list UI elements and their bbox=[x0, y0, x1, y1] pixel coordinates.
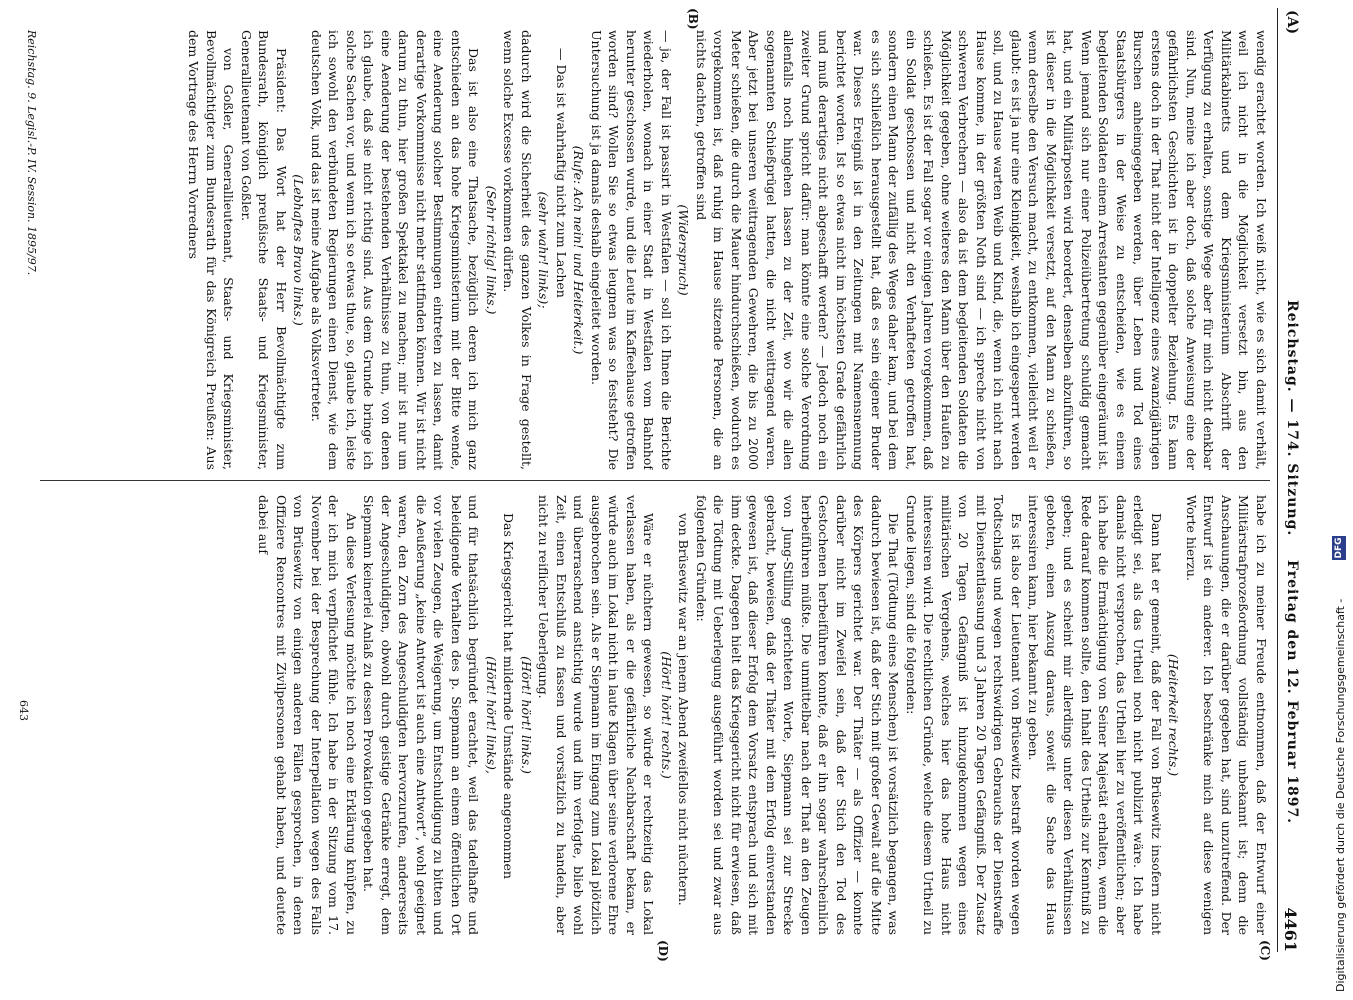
footer-session: Reichstag. 9. Legisl.-P. IV. Session. 1895/97. bbox=[25, 30, 38, 276]
interjection: (Widerspruch) bbox=[676, 204, 692, 296]
digitization-credit bbox=[1330, 0, 1352, 1000]
paragraph: und für thatsächlich begründet erachtet, weil das tadelhafte und beleidigende Verhalten des p. Siepmann an einem öffentlichen Ort vor vielen Zeugen, die Weigerung, um Entschuldigung zu bitten und die Aeußerung „keine Antwort ist auch eine Antwort“, wohl geeignet waren, den Zorn des Angeschuldigten hervorzurufen, andererseits der Angeschuldigten, obwohl durch geistige Getränke erregt, dem Siepmann keinerlei Anlaß zu dessen Provokation gegeben hat. bbox=[361, 495, 482, 935]
paragraph: Es ist also der Lieutenant von Brüsewitz bestraft worden wegen Todtschlags und wegen rechtswidrigen Gebrauchs der Dienstwaffe mit Dienstentlassung und 3 Jahren 20 Tagen Gefängniß. Der Zusatz von 20 Tagen Gefängniß ist hinzugekommen wegen eines militärischen Vergehens, welches hier das hohe Haus nicht interessiren wird. Die rechtlichen Gründe, welche diesem Urtheil zu Grunde liegen, sind die folgenden: bbox=[904, 495, 1024, 935]
margin-mark-b: (B) bbox=[686, 8, 700, 30]
paragraph: Das Kriegsgericht hat mildernde Umstände angenommen bbox=[501, 513, 517, 879]
interjection: (Rufe: Ach nein! und Heiterkeit.) bbox=[571, 145, 587, 355]
paragraph: Wäre er nüchtern gewesen, so würde er rechtzeitig das Lokal verlassen haben, als er die gefährliche Nachbarschaft bekam, er würde auch im Lokal nicht in laute Klagen über seine verlorene Ehre ausgebrochen sein. Als er Siepmann im Eingang zum Lokal plötzlich und überraschend anstichtig wurde und ihn verfolgte, blieb wohl Zeit, einen Entschluß zu fassen und vorsätzlich zu handeln, aber nicht zu reiflicher Ueberlegung. bbox=[536, 495, 657, 935]
margin-mark-d: (D) bbox=[656, 940, 670, 962]
interjection: (Hört! hört! links), bbox=[484, 656, 499, 774]
column-divider bbox=[40, 480, 1270, 481]
speaker-paragraph: von Goßler, Generallieutenant, Staats- und Kriegsminister, Bevollmächtigter zum Bundesrath für das Königreich Preußen: Aus dem Vortrage des Herrn Vorredners bbox=[186, 30, 237, 470]
interjection: (Hört! hört! links.) bbox=[519, 656, 534, 774]
paragraph: — Das ist wahrhaftig nicht zum Lachen bbox=[554, 48, 569, 298]
paragraph: Dann hat er gemeint, daß der Fall von Brüsewitz insofern nicht erledigt sei, als das Urtheil noch nicht publizirt wäre. Ich habe damals nicht versprochen, das Urtheil hier zu veröffentlichen; aber ich habe die Ermächtigung von Seiner Majestät erhalten, wenn die Rede darauf kommen sollte, den Inhalt des Urtheils zur Kenntniß zu geben; und es scheint mir allerdings unter diesen Verhältnissen geboten, einen Auszug daraus, soweit die Sache das Haus interessiren kann, hier bekannt zu geben. bbox=[1026, 495, 1164, 935]
header-margin-mark: (A) bbox=[1284, 10, 1300, 35]
interjection: (Sehr richtig! links.) bbox=[484, 185, 499, 315]
interjection: (Lebhaftes Bravo links.) bbox=[291, 174, 307, 326]
header-date: Freitag den 12. Februar 1897. bbox=[1284, 560, 1300, 825]
header-rule bbox=[1277, 8, 1278, 952]
left-column bbox=[40, 30, 1270, 470]
margin-mark-c: (C) bbox=[1258, 940, 1272, 961]
page-header bbox=[1278, 0, 1300, 960]
credit-text: Digitalisierung gefördert durch die Deutsche Forschungsgemeinschaft - bbox=[1334, 598, 1347, 992]
header-title: Reichstag. — 174. Sitzung. bbox=[1284, 300, 1300, 537]
right-column bbox=[40, 495, 1270, 935]
paragraph: Die That (Tödtung eines Menschen) ist vorsätzlich begangen, was dadurch bewiesen ist, daß der Stich mit großer Gewalt auf die Mitte des Körpers gerichtet war. Der Thäter — als Offizier — konnte darüber nicht im Zweifel sein, daß der Stich den Tod des Gestochenen herbeiführen konnte, daß er ihn sogar wahrscheinlich herbeiführen müßte. Die unmittelbar nach der That an den Zeugen von Jung-Stilling gerichteten Worte, Siepmann sei zur Strecke gebracht, beweisen, daß der Thäter mit dem Erfolg einverstanden gewesen ist, daß dieser Erfolg dem Vorsatz entsprach und sich mit ihm deckte. Dagegen hielt das Kriegsgericht nicht für erwiesen, daß die Tödtung mit Ueberlegung ausgeführt worden sei und zwar aus folgenden Gründen: bbox=[694, 495, 902, 935]
paragraph: An diese Verlesung möchte ich noch eine Erklärung knüpfen, zu der ich mich verpflichtet fühle. Ich habe in der Sitzung vom 17. November bei der Besprechung der Interpellation wegen des Falls von Brüsewitz von einigen anderen Fällen gesprochen, in denen Offiziere Rencontres mit Zivilpersonen gehabt haben, und deutete dabei auf bbox=[256, 495, 359, 935]
interjection: (Hört! hört! rechts.) bbox=[659, 651, 674, 779]
paragraph: — ja, der Fall ist passirt in Westfalen — soll ich Ihnen die Berichte wiederholen, wonach in einer Stadt in Westfalen vom Bahnhof herunter geschossen wurde, und die Leute im Kaffeehause getroffen worden sind? Wollen Sie so etwas leugnen was so feststeht? Die Untersuchung ist ja damals deshalb eingeleitet worden. bbox=[589, 30, 674, 470]
interjection: (sehr wahr! links); bbox=[536, 191, 552, 309]
paragraph: dadurch wird die Sicherheit des ganzen Volkes in Frage gestellt, wenn solche Excesse vorkommen dürfen. bbox=[501, 30, 534, 470]
dfg-logo-icon: DFG bbox=[1334, 537, 1344, 559]
paragraph: Das ist also eine Thatsache, bezüglich deren ich mich ganz entschieden an das hohe Kriegsministerium mit der Bitte wende, eine Aenderung solcher Bestimmungen eintreten zu lassen, damit derartige Vorkommnisse nicht mehr stattfinden können. Wir ist nicht darum zu thun, hier großen Spektakel zu machen; mir ist nur um eine Aenderung der bestehenden Verhältnisse zu thun, von denen ich glaube, daß sie nicht richtig sind. Aus dem Grunde bringe ich solche Sachen vor, und wenn ich so etwas thue, so, glaube ich, leiste ich sowohl den verbündeten Regierungen einen Dienst, wie dem deutschen Volk, und das ist meine Aufgabe als Volksvertreter. bbox=[309, 30, 482, 470]
interjection: (Heiterkeit rechts.) bbox=[1166, 653, 1182, 777]
header-page-number: 4461 bbox=[1281, 907, 1300, 952]
footer-page-number: 643 bbox=[17, 700, 30, 721]
speaker-paragraph: Präsident: Das Wort hat der Herr Bevollmächtigte zum Bundesrath, königlich preußische Staats- und Kriegsminister, Generallieutenant von Goßler. bbox=[239, 30, 289, 470]
paragraph: von Brüsewitz war an jenem Abend zweifellos nicht nüchtern. bbox=[676, 513, 692, 906]
paragraph: habe ich zu meiner Freude entnommen, daß der Entwurf einer Militärstrafprozeßordnung vollständig unbekannt ist; denn die Anschauungen, die er darüber gegeben hat, sind unzutreffend. Der Entwurf ist ein anderer. Ich beschränke mich auf diese wenigen Worte hierzu. bbox=[1184, 495, 1269, 935]
paragraph: wendig erachtet worden. Ich weiß nicht, wie es sich damit verhält, weil ich nicht in die Möglichkeit versetzt bin, aus den Militärkabinetts und dem Kriegsministerium Abschrift der Verfügung zu erhalten, sonstige Wege aber für mich nicht denkbar sind. Nun, meine ich aber doch, daß solche Anweisung eine der gefährlichsten Geschichten ist in doppelter Beziehung. Es kann erstens doch in der That nicht der Intelligenz eines zwanzigjährigen Burschen anheimgegeben werden, über Leben und Tod eines Staatsbürgers in der Weise zu entscheiden, wie es einem begleitenden Soldaten einem Arrestanten gegenüber eingeräumt ist. Wenn jemand sich nur einer Polizeiübertretung schuldig gemacht hat, und ein Militärposten wird beordert, denselben abzuführen, so ist dieser in die Möglichkeit versetzt, auf den Mann zu schießen, wenn derselbe den Versuch macht, zu entkommen, vielleicht weil er glaubt: es ist ja nur eine Kleinigkeit, weshalb ich eingesperrt werden soll, und zu Hause warten Weib und Kind, die, wenn ich nicht nach Hause komme, in der größten Noth sind — ich spreche nicht von schweren Verbrechern — also da ist dem begleitenden Soldaten die Möglichkeit gegeben, ohne weiteres den Mann über den Haufen zu schießen. Es ist der Fall sogar vor einigen Jahren vorgekommen, daß ein Soldat geschossen und nicht den Verhafteten getroffen hat, sondern einen Mann der zufällig des Weges daher kam, und bei dem es sich schließlich herausgestellt hat, daß es sein eigener Bruder war. Dieses Ereigniß ist in den Zeitungen mit Namensnennung berichtet worden. Ist so etwas nicht im höchsten Grade gefährlich und muß derartiges nicht abgeschafft werden? — Jedoch noch ein zweiter Grund spricht dafür: man könnte eine solche Verordnung allenfalls noch hingehen lassen zu der Zeit, wo wir die allen sogenannten Schießprügel hatten, die nicht weittragend waren. Aber jetzt bei unseren weittragenden Gewehren, die bis zu 2000 Meter schießen, die durch die Mauer hindurchschießen, wodurch es vorgekommen ist, daß ruhig im Hause sitzende Personen, die an nichts dachten, getroffen sind bbox=[694, 30, 1269, 470]
